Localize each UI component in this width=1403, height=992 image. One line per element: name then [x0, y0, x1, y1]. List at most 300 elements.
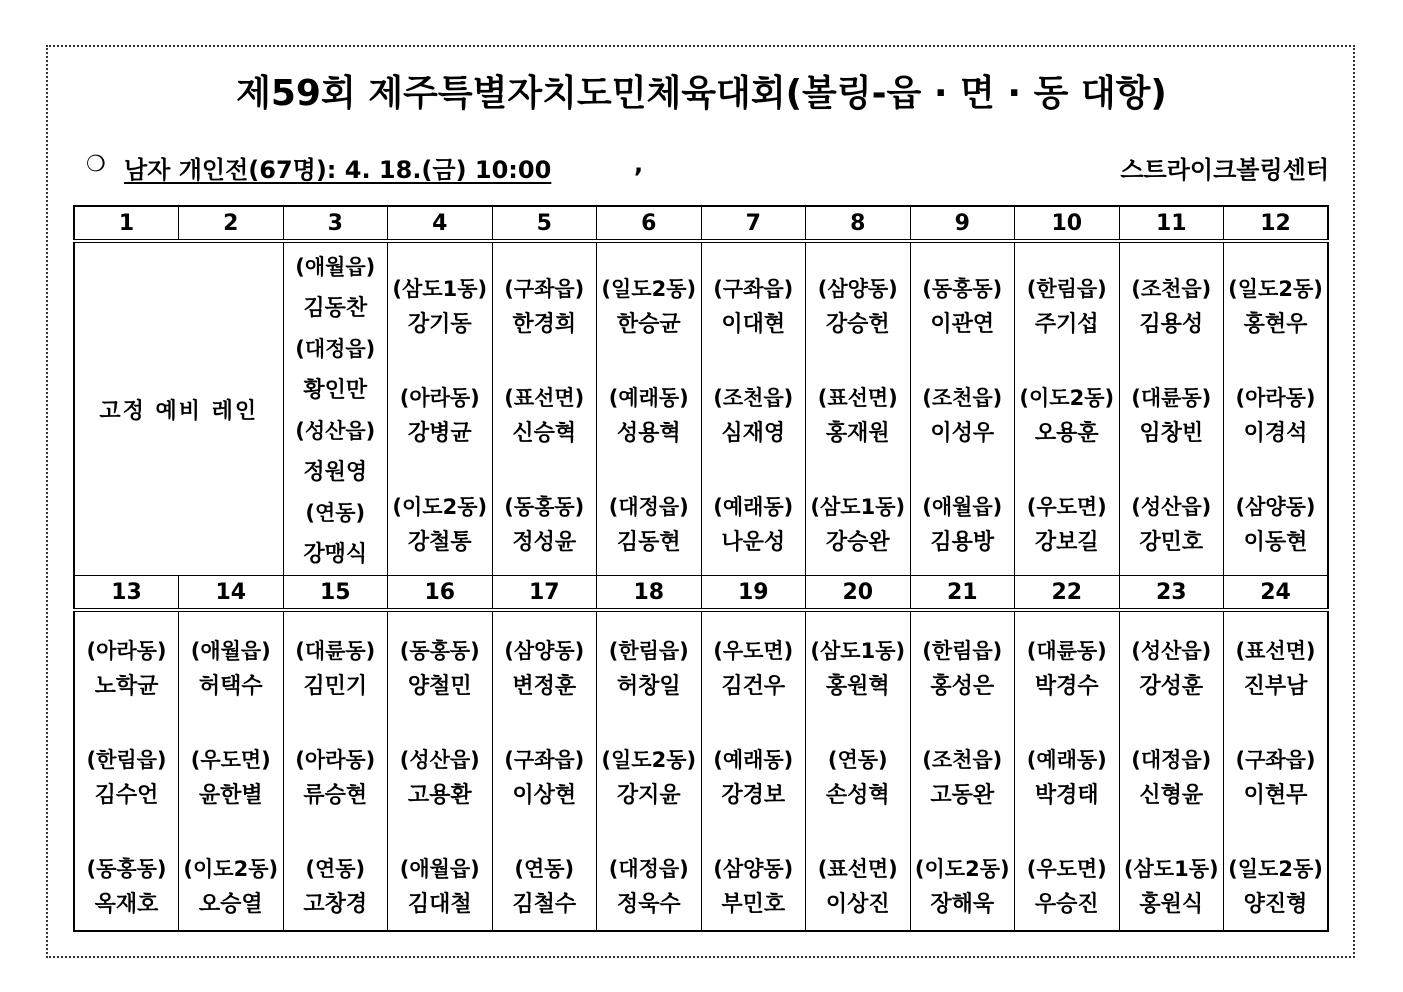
player-name: 이현무 [1243, 783, 1308, 808]
lane-cell [492, 610, 597, 931]
lane-number: 21 [910, 576, 1015, 611]
lane-number: 23 [1119, 576, 1224, 611]
player-name: 이상진 [825, 892, 890, 917]
lane-number: 14 [179, 576, 284, 611]
player-district: (삼양동) [1235, 495, 1316, 519]
player-district: (대정읍) [295, 337, 376, 361]
player-district: (성산읍) [295, 419, 376, 443]
player-entry [806, 633, 910, 705]
player-name: 이경석 [1243, 421, 1308, 446]
lane-number: 19 [701, 576, 806, 611]
lane-number: 15 [283, 576, 388, 611]
player-district: (연동) [305, 857, 366, 881]
entry-spacer [284, 705, 388, 742]
lane-cell [597, 241, 702, 576]
player-entry [388, 742, 492, 814]
player-name: 정성윤 [512, 530, 577, 555]
player-list [493, 257, 597, 561]
player-district: (삼도1동) [392, 277, 488, 301]
player-entry [493, 489, 597, 561]
entry-spacer [493, 705, 597, 742]
player-name: 강지윤 [616, 783, 681, 808]
entry-spacer [1224, 814, 1327, 851]
entry-spacer [493, 343, 597, 380]
lane-number: 20 [806, 576, 911, 611]
entry-spacer [597, 452, 701, 489]
player-list [806, 619, 910, 923]
player-district: (우도면) [713, 639, 794, 663]
player-name: 장해욱 [930, 892, 995, 917]
player-name: 고용환 [407, 783, 472, 808]
player-entry [1120, 851, 1224, 923]
player-district: (연동) [514, 857, 575, 881]
player-entry [597, 380, 701, 452]
player-name: 양진형 [1243, 892, 1308, 917]
lane-cell [1119, 241, 1224, 576]
player-district: (우도면) [1026, 857, 1107, 881]
player-name: 나운성 [721, 530, 786, 555]
player-name: 이동현 [1243, 530, 1308, 555]
lane-cell [179, 610, 284, 931]
venue-name: 스트라이크볼링센터 [1120, 156, 1329, 184]
player-district: (연동) [305, 501, 366, 525]
player-name: 강경보 [721, 783, 786, 808]
player-district: (동홍동) [86, 857, 167, 881]
player-entry [597, 489, 701, 561]
lane-cell [597, 610, 702, 931]
player-name: 강기동 [407, 312, 472, 337]
entry-spacer [806, 814, 910, 851]
player-name: 강철통 [407, 530, 472, 555]
player-name: 강승완 [825, 530, 890, 555]
player-entry [1224, 489, 1327, 561]
player-name: 진부남 [1243, 674, 1308, 699]
lane-number: 4 [388, 206, 493, 241]
player-entry [806, 742, 910, 814]
player-district: (한림읍) [1026, 277, 1107, 301]
player-entry [702, 851, 806, 923]
player-entry [1224, 633, 1327, 705]
player-entry [493, 742, 597, 814]
lane-number: 7 [701, 206, 806, 241]
player-entry [1015, 633, 1119, 705]
player-name: 정욱수 [616, 892, 681, 917]
player-name: 강병균 [407, 421, 472, 446]
entry-spacer [1120, 452, 1224, 489]
lane-body-row-1 [74, 241, 1328, 576]
player-district: (한림읍) [608, 639, 689, 663]
player-entry [179, 851, 283, 923]
player-name: 임창빈 [1139, 421, 1204, 446]
player-entry [806, 851, 910, 923]
player-entry [284, 742, 388, 814]
entry-spacer [1015, 343, 1119, 380]
player-district: (대정읍) [608, 857, 689, 881]
entry-spacer [1015, 452, 1119, 489]
player-name: 홍원식 [1139, 892, 1204, 917]
player-district: (삼양동) [817, 277, 898, 301]
player-district: (우도면) [190, 748, 271, 772]
reserve-lane-label: 고정 예비 레인 [99, 398, 259, 424]
player-name: 류승현 [303, 783, 368, 808]
player-list [702, 257, 806, 561]
player-entry [1015, 271, 1119, 343]
lane-assignment-table [73, 205, 1329, 932]
player-district: (구좌읍) [713, 277, 794, 301]
player-name: 노학균 [94, 674, 159, 699]
lane-number: 16 [388, 576, 493, 611]
player-list [702, 619, 806, 923]
player-name: 허창일 [616, 674, 681, 699]
reserve-lane-cell [74, 241, 283, 576]
lane-cell [283, 610, 388, 931]
lane-number: 10 [1015, 206, 1120, 241]
player-name: 홍재원 [825, 421, 890, 446]
player-entry [1120, 742, 1224, 814]
player-entry [284, 411, 388, 493]
player-list [806, 257, 910, 561]
player-name: 변정훈 [512, 674, 577, 699]
entry-spacer [388, 452, 492, 489]
player-district: (연동) [827, 748, 888, 772]
player-entry [597, 851, 701, 923]
player-name: 한승균 [616, 312, 681, 337]
player-entry [284, 329, 388, 411]
entry-spacer [1120, 343, 1224, 380]
player-list [1015, 619, 1119, 923]
entry-spacer [911, 343, 1015, 380]
entry-spacer [597, 705, 701, 742]
lane-number: 5 [492, 206, 597, 241]
player-district: (일도2동) [601, 277, 697, 301]
player-name: 신승혁 [512, 421, 577, 446]
player-name: 홍원혁 [825, 674, 890, 699]
player-entry [1015, 489, 1119, 561]
entry-spacer [597, 814, 701, 851]
entry-spacer [1120, 705, 1224, 742]
player-district: (대륜동) [1026, 639, 1107, 663]
entry-spacer [702, 814, 806, 851]
player-district: (조천읍) [922, 748, 1003, 772]
player-district: (애월읍) [399, 857, 480, 881]
lane-number: 1 [74, 206, 179, 241]
player-district: (일도2동) [1228, 277, 1323, 301]
player-entry [911, 851, 1015, 923]
player-district: (대륜동) [1131, 386, 1212, 410]
player-entry [75, 633, 178, 705]
player-entry [597, 271, 701, 343]
player-list [1120, 619, 1224, 923]
player-name: 성용혁 [616, 421, 681, 446]
player-name: 김동찬 [303, 296, 368, 321]
player-entry [284, 493, 388, 575]
player-district: (아라동) [295, 748, 376, 772]
player-name: 김대철 [407, 892, 472, 917]
player-entry [702, 742, 806, 814]
player-name: 옥재호 [94, 892, 159, 917]
lane-number: 2 [179, 206, 284, 241]
lane-body-row-2 [74, 610, 1328, 931]
player-entry [806, 489, 910, 561]
player-name: 주기섭 [1034, 312, 1099, 337]
lane-cell [1224, 610, 1329, 931]
lane-number: 12 [1224, 206, 1329, 241]
player-district: (이도2동) [392, 495, 488, 519]
player-district: (표선면) [504, 386, 585, 410]
lane-number: 8 [806, 206, 911, 241]
player-list [1015, 257, 1119, 561]
player-district: (구좌읍) [504, 277, 585, 301]
entry-spacer [1224, 343, 1327, 380]
entry-spacer [911, 814, 1015, 851]
player-district: (삼도1동) [810, 639, 906, 663]
entry-spacer [1224, 452, 1327, 489]
player-district: (동홍동) [504, 495, 585, 519]
player-list [388, 619, 492, 923]
player-entry [388, 633, 492, 705]
player-list [597, 257, 701, 561]
player-district: (일도2동) [601, 748, 697, 772]
entry-spacer [702, 452, 806, 489]
lane-header-row-1 [74, 206, 1328, 241]
lane-cell [1119, 610, 1224, 931]
player-district: (조천읍) [713, 386, 794, 410]
player-entry [1224, 380, 1327, 452]
player-entry [806, 380, 910, 452]
player-district: (구좌읍) [1235, 748, 1316, 772]
lane-number: 6 [597, 206, 702, 241]
player-name: 이관연 [930, 312, 995, 337]
player-list [597, 619, 701, 923]
lane-3-cell [283, 241, 388, 576]
player-entry [911, 633, 1015, 705]
player-name: 김용방 [930, 530, 995, 555]
player-entry [1120, 489, 1224, 561]
player-name: 김동현 [616, 530, 681, 555]
player-name: 이상현 [512, 783, 577, 808]
player-list [1120, 257, 1224, 561]
player-entry [597, 633, 701, 705]
player-name: 황인만 [303, 378, 368, 403]
lane-number: 24 [1224, 576, 1329, 611]
player-district: (애월읍) [922, 495, 1003, 519]
entry-spacer [75, 705, 178, 742]
entry-spacer [702, 705, 806, 742]
player-name: 강맹식 [303, 542, 368, 567]
lane-number: 13 [74, 576, 179, 611]
lane-cell [910, 610, 1015, 931]
player-name: 박경태 [1034, 783, 1099, 808]
player-entry [75, 851, 178, 923]
entry-spacer [1015, 705, 1119, 742]
player-district: (아라동) [1235, 386, 1316, 410]
player-district: (예래동) [713, 748, 794, 772]
entry-spacer [806, 343, 910, 380]
entry-spacer [388, 814, 492, 851]
bullet-icon: ❍ [86, 152, 106, 177]
player-entry [911, 271, 1015, 343]
player-list [75, 619, 178, 923]
player-entry [702, 633, 806, 705]
player-list [284, 619, 388, 923]
player-name: 고동완 [930, 783, 995, 808]
entry-spacer [75, 814, 178, 851]
player-district: (삼양동) [713, 857, 794, 881]
lane-cell [1015, 610, 1120, 931]
entry-spacer [179, 814, 283, 851]
entry-spacer [806, 705, 910, 742]
player-name: 신형윤 [1139, 783, 1204, 808]
player-district: (대륜동) [295, 639, 376, 663]
lane-header-row-2 [74, 576, 1328, 611]
player-entry [702, 380, 806, 452]
player-name: 강승헌 [825, 312, 890, 337]
entry-spacer [806, 452, 910, 489]
player-district: (표선면) [817, 857, 898, 881]
player-entry [597, 742, 701, 814]
entry-spacer [597, 343, 701, 380]
player-district: (이도2동) [1019, 386, 1115, 410]
lane-cell [701, 610, 806, 931]
player-entry [702, 489, 806, 561]
lane-cell [388, 241, 493, 576]
lane-cell [701, 241, 806, 576]
player-district: (일도2동) [1228, 857, 1323, 881]
player-name: 김민기 [303, 674, 368, 699]
entry-spacer [388, 343, 492, 380]
player-district: (이도2동) [183, 857, 279, 881]
player-district: (애월읍) [295, 255, 376, 279]
player-name: 한경희 [512, 312, 577, 337]
lane-number: 9 [910, 206, 1015, 241]
player-entry [702, 271, 806, 343]
player-entry [1015, 380, 1119, 452]
player-name: 김용성 [1139, 312, 1204, 337]
player-entry [284, 851, 388, 923]
player-entry [179, 742, 283, 814]
player-district: (예래동) [608, 386, 689, 410]
player-district: (동홍동) [399, 639, 480, 663]
player-entry [493, 271, 597, 343]
entry-spacer [179, 705, 283, 742]
player-district: (대정읍) [1131, 748, 1212, 772]
player-district: (한림읍) [922, 639, 1003, 663]
player-district: (동홍동) [922, 277, 1003, 301]
player-entry [911, 489, 1015, 561]
player-name: 오용훈 [1034, 421, 1099, 446]
player-name: 우승진 [1034, 892, 1099, 917]
lane-number: 22 [1015, 576, 1120, 611]
player-district: (예래동) [1026, 748, 1107, 772]
player-district: (성산읍) [1131, 639, 1212, 663]
player-entry [806, 271, 910, 343]
player-entry [1224, 851, 1327, 923]
player-name: 고창경 [303, 892, 368, 917]
entry-spacer [911, 705, 1015, 742]
player-name: 심재영 [721, 421, 786, 446]
player-list [493, 619, 597, 923]
lane-cell [806, 610, 911, 931]
entry-spacer [1120, 814, 1224, 851]
player-name: 부민호 [721, 892, 786, 917]
player-entry [1224, 271, 1327, 343]
player-district: (조천읍) [1131, 277, 1212, 301]
entry-spacer [388, 705, 492, 742]
player-district: (표선면) [1235, 639, 1316, 663]
player-entry [75, 742, 178, 814]
player-name: 정원영 [303, 460, 368, 485]
lane-cell [74, 610, 179, 931]
player-entry [493, 380, 597, 452]
lane-number: 18 [597, 576, 702, 611]
player-entry [284, 633, 388, 705]
player-name: 윤한별 [198, 783, 263, 808]
player-entry [388, 489, 492, 561]
player-entry [179, 633, 283, 705]
player-entry [388, 271, 492, 343]
player-district: (이도2동) [914, 857, 1010, 881]
player-name: 김수언 [94, 783, 159, 808]
player-name: 손성혁 [825, 783, 890, 808]
player-entry [1015, 742, 1119, 814]
player-entry [1224, 742, 1327, 814]
player-district: (삼도1동) [810, 495, 906, 519]
lane-number: 17 [492, 576, 597, 611]
player-entry [1015, 851, 1119, 923]
event-schedule-text: 남자 개인전(67명): 4. 18.(금) 10:00 [124, 156, 552, 184]
lane-number: 11 [1119, 206, 1224, 241]
player-entry [493, 633, 597, 705]
player-entry [388, 380, 492, 452]
player-district: (대정읍) [608, 495, 689, 519]
player-entry [911, 380, 1015, 452]
player-entry [1120, 633, 1224, 705]
player-list [179, 619, 283, 923]
player-name: 박경수 [1034, 674, 1099, 699]
player-list [388, 257, 492, 561]
player-entry [284, 247, 388, 329]
player-list [911, 619, 1015, 923]
player-district: (성산읍) [399, 748, 480, 772]
event-trailing-comma: , [634, 150, 644, 178]
player-district: (조천읍) [922, 386, 1003, 410]
player-list [911, 257, 1015, 561]
player-name: 이대현 [721, 312, 786, 337]
lane-cell [910, 241, 1015, 576]
player-name: 강보길 [1034, 530, 1099, 555]
lane-number: 3 [283, 206, 388, 241]
player-district: (구좌읍) [504, 748, 585, 772]
lane-cell [1224, 241, 1329, 576]
player-name: 강성훈 [1139, 674, 1204, 699]
entry-spacer [911, 452, 1015, 489]
player-district: (표선면) [817, 386, 898, 410]
player-list [284, 243, 388, 575]
lane-cell [1015, 241, 1120, 576]
player-name: 오승열 [198, 892, 263, 917]
player-district: (예래동) [713, 495, 794, 519]
lane-cell [806, 241, 911, 576]
player-district: (애월읍) [190, 639, 271, 663]
player-name: 김철수 [512, 892, 577, 917]
entry-spacer [284, 814, 388, 851]
player-district: (우도면) [1026, 495, 1107, 519]
player-list [1224, 619, 1327, 923]
entry-spacer [702, 343, 806, 380]
player-entry [493, 851, 597, 923]
player-district: (아라동) [86, 639, 167, 663]
player-entry [1120, 380, 1224, 452]
